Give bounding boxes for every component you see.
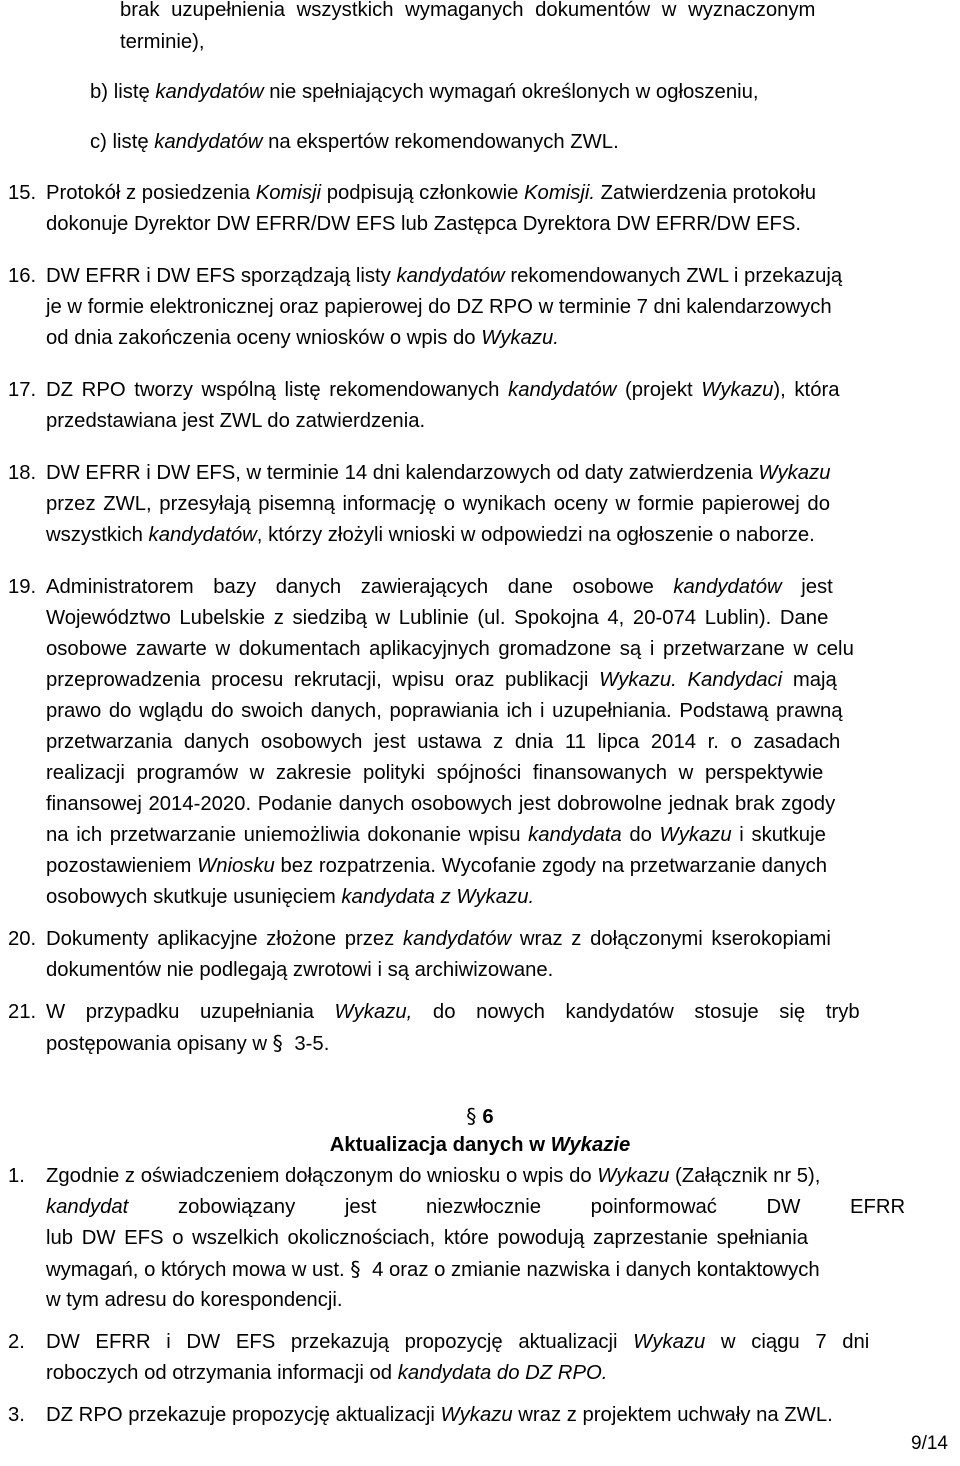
paragraph-19-line: na ich przetwarzanie uniemożliwia dokonanie wpisu kandydata do Wykazu i skutkuje (46, 824, 826, 846)
section6-paragraph-3-line: DZ RPO przekazuje propozycję aktualizacji Wykazu wraz z projektem uchwały na ZWL. (46, 1404, 833, 1426)
item-number: 20. (8, 928, 37, 950)
section-title: Aktualizacja danych w Wykazie (329, 1134, 631, 1156)
item-number: 2. (8, 1331, 25, 1353)
section6-paragraph-1-line: lub DW EFS o wszelkich okolicznościach, które powodują zaprzestanie spełniania (46, 1227, 808, 1249)
paragraph-19-line: Administratorem bazy danych zawierających dane osobowe kandydatów jest (46, 576, 833, 598)
item-number: 1. (8, 1165, 25, 1187)
paragraph-16-line: DW EFRR i DW EFS sporządzają listy kandydatów rekomendowanych ZWL i przekazują (46, 265, 843, 287)
paragraph-14-line (120, 0, 956, 22)
paragraph-19-line: finansowej 2014-2020. Podanie danych osobowych jest dobrowolne jednak brak zgody (46, 793, 836, 815)
section-sign: § (350, 1257, 361, 1281)
paragraph-19-line: Województwo Lubelskie z siedzibą w Lublinie (ul. Spokojna 4, 20-074 Lublin). Dane (46, 607, 829, 629)
paragraph-21-line: W przypadku uzupełniania Wykazu, do nowych kandydatów stosuje się tryb (46, 1001, 860, 1023)
paragraph-15-line: dokonuje Dyrektor DW EFRR/DW EFS lub Zastępca Dyrektora DW EFRR/DW EFS. (46, 213, 802, 235)
list-item-b: b) listę kandydatów nie spełniających wymagań określonych w ogłoszeniu, (90, 81, 759, 103)
paragraph-19-line: realizacji programów w zakresie polityki spójności finansowanych w perspektywie (46, 762, 824, 784)
item-number: 16. (8, 265, 37, 287)
item-number: 19. (8, 576, 37, 598)
page-number: 9/14 (911, 1433, 948, 1454)
item-number: 3. (8, 1404, 25, 1426)
paragraph-21-line: postępowania opisany w § 3-5. (46, 1031, 330, 1055)
paragraph-14-line: terminie), (120, 31, 205, 53)
item-number: 21. (8, 1001, 37, 1023)
list-item-c: c) listę kandydatów na ekspertów rekomendowanych ZWL. (90, 131, 619, 153)
paragraph-16-line: je w formie elektronicznej oraz papierowej do DZ RPO w terminie 7 dni kalendarzowych (46, 296, 832, 318)
section6-paragraph-2-line: roboczych od otrzymania informacji od kandydata do DZ RPO. (46, 1362, 608, 1384)
text: brak uzupełnienia wszystkich wymaganych dokumentów w wyznaczonym (120, 0, 816, 21)
paragraph-19-line: osobowe zawarte w dokumentach aplikacyjnych gromadzone są i przetwarzane w celu (46, 638, 854, 660)
paragraph-19-line: przeprowadzenia procesu rekrutacji, wpisu oraz publikacji Wykazu. Kandydaci mają (46, 669, 837, 691)
paragraph-15-line: Protokół z posiedzenia Komisji podpisują członkowie Komisji. Zatwierdzenia protokołu (46, 182, 816, 204)
section6-paragraph-1-line: wymagań, o których mowa w ust. § 4 oraz o zmianie nazwiska i danych kontaktowych (46, 1257, 820, 1281)
item-number: 15. (8, 182, 37, 204)
paragraph-19-line: prawo do wglądu do swoich danych, poprawiania ich i uzupełniania. Podstawą prawną (46, 700, 843, 722)
paragraph-17-line: przedstawiana jest ZWL do zatwierdzenia. (46, 410, 426, 432)
paragraph-20-line: dokumentów nie podlegają zwrotowi i są archiwizowane. (46, 959, 554, 981)
item-number: 17. (8, 379, 37, 401)
item-number: 18. (8, 462, 37, 484)
section6-paragraph-2-line: DW EFRR i DW EFS przekazują propozycję aktualizacji Wykazu w ciągu 7 dni (46, 1331, 870, 1353)
section6-paragraph-1-line: Zgodnie z oświadczeniem dołączonym do wniosku o wpis do Wykazu (Załącznik nr 5), (46, 1165, 821, 1187)
paragraph-19-line: osobowych skutkuje usunięciem kandydata z Wykazu. (46, 886, 535, 908)
section6-paragraph-1-line: kandydat zobowiązany jest niezwłocznie poinformować DW EFRR (46, 1196, 906, 1218)
paragraph-19-line: przetwarzania danych osobowych jest ustawa z dnia 11 lipca 2014 r. o zasadach (46, 731, 841, 753)
paragraph-20-line: Dokumenty aplikacyjne złożone przez kandydatów wraz z dołączonymi kserokopiami (46, 928, 831, 950)
paragraph-17-line: DZ RPO tworzy wspólną listę rekomendowanych kandydatów (projekt Wykazu), która (46, 379, 840, 401)
paragraph-18-line: DW EFRR i DW EFS, w terminie 14 dni kalendarzowych od daty zatwierdzenia Wykazu (46, 462, 831, 484)
paragraph-18-line: przez ZWL, przesyłają pisemną informację o wynikach oceny w formie papierowej do (46, 493, 830, 515)
paragraph-16-line: od dnia zakończenia oceny wniosków o wpis do Wykazu. (46, 327, 559, 349)
section-sign: § (272, 1031, 283, 1055)
paragraph-19-line: pozostawieniem Wniosku bez rozpatrzenia. Wycofanie zgody na przetwarzanie danych (46, 855, 828, 877)
section-number: § 6 (466, 1104, 494, 1128)
paragraph-18-line: wszystkich kandydatów, którzy złożyli wnioski w odpowiedzi na ogłoszenie o naborze. (46, 524, 815, 546)
section6-paragraph-1-line: w tym adresu do korespondencji. (46, 1289, 343, 1311)
section-sign: § (466, 1104, 477, 1128)
